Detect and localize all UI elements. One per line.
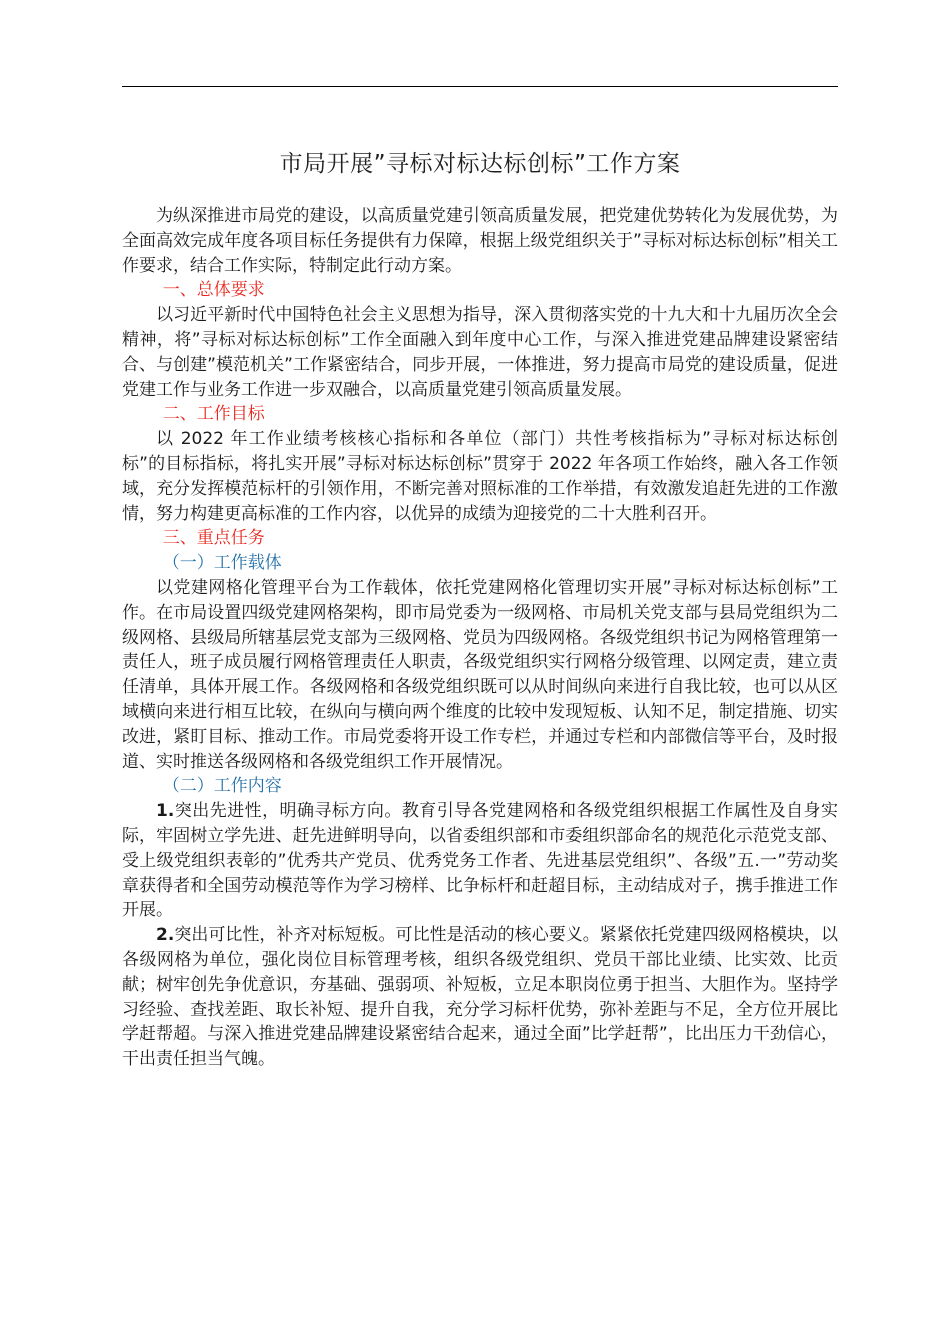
work-content-item-1 — [122, 799, 838, 923]
section-heading-key-tasks: 三、重点任务 — [162, 528, 265, 549]
subsection-heading-work-content: （二）工作内容 — [162, 776, 282, 797]
item-text: 突出先进性，明确寻标方向。教育引导各党建网格和各级党组织根据工作属性及自身实际，牢固树立学先进、赶先进鲜明导向，以省委组织部和市委组织部命名的规范化示范党支部、受上级党组织表彰的”优秀共产党员、优秀党务工作者、先进基层党组织”、各级”五.一”劳动奖章获得者和全国劳动模范等作为学习榜样、比争标杆和赶超目标，主动结成对子，携手推进工作开展。 — [122, 801, 838, 921]
subsection-heading-work-carrier: （一）工作载体 — [162, 553, 282, 574]
item-text: 突出可比性，补齐对标短板。可比性是活动的核心要义。紧紧依托党建四级网格模块，以各级网格为单位，强化岗位目标管理考核，组织各级党组织、党员干部比业绩、比实效、比贡献；树牢创先争优意识，夯基础、强弱项、补短板，立足本职岗位勇于担当、大胆作为。坚持学习经验、查找差距、取长补短、提升自我，充分学习标杆优势，弥补差距与不足，全方位开展比学赶帮超。与深入推进党建品牌建设紧密结合起来，通过全面”比学赶帮”，比出压力干劲信心，干出责任担当气魄。 — [122, 925, 838, 1070]
intro-paragraph: 为纵深推进市局党的建设，以高质量党建引领高质量发展，把党建优势转化为发展优势，为全面高效完成年度各项目标任务提供有力保障，根据上级党组织关于”寻标对标达标创标”相关工作要求，结合工作实际，特制定此行动方案。 — [122, 206, 838, 276]
item-number: 1. — [156, 801, 175, 822]
work-content-item-2 — [122, 923, 838, 1072]
document-title: 市局开展”寻标对标达标创标”工作方案 — [279, 151, 681, 177]
subsection-paragraph-work-carrier: 以党建网格化管理平台为工作载体，依托党建网格化管理切实开展”寻标对标达标创标”工作。在市局设置四级党建网格架构，即市局党委为一级网格、市局机关党支部与县局党组织为二级网格、县级局所辖基层党支部为三级网格、党员为四级网格。各级党组织书记为网格管理第一责任人，班子成员履行网格管理责任人职责，各级党组织实行网格分级管理、以网定责，建立责任清单，具体开展工作。各级网格和各级党组织既可以从时间纵向来进行自我比较，也可以从区域横向来进行相互比较，在纵向与横向两个维度的比较中发现短板、认知不足，制定措施、切实改进，紧盯目标、推动工作。市局党委将开设工作专栏，并通过专栏和内部微信等平台，及时报道、实时推送各级网格和各级党组织工作开展情况。 — [122, 577, 838, 772]
section-paragraph-work-goals: 以 2022 年工作业绩考核核心指标和各单位（部门）共性考核指标为”寻标对标达标创标”的目标指标，将扎实开展”寻标对标达标创标”贯穿于 2022 年各项工作始终，融入各工作领域，充分发挥模范标杆的引领作用，不断完善对照标准的工作举措，有效激发追赶先进的工作激情，努力构建更高标准的工作内容，以优异的成绩为迎接党的二十大胜利召开。 — [122, 429, 838, 524]
item-number: 2. — [156, 925, 175, 946]
section-heading-general-requirements: 一、总体要求 — [162, 280, 265, 301]
document-body — [122, 204, 838, 1072]
header-rule — [122, 86, 838, 87]
section-paragraph-general-requirements: 以习近平新时代中国特色社会主义思想为指导，深入贯彻落实党的十九大和十九届历次全会精神，将”寻标对标达标创标”工作全面融入到年度中心工作，与深入推进党建品牌建设紧密结合、与创建”模范机关”工作紧密结合，同步开展，一体推进，努力提高市局党的建设质量，促进党建工作与业务工作进一步双融合，以高质量党建引领高质量发展。 — [122, 305, 838, 400]
section-heading-work-goals: 二、工作目标 — [162, 404, 265, 425]
